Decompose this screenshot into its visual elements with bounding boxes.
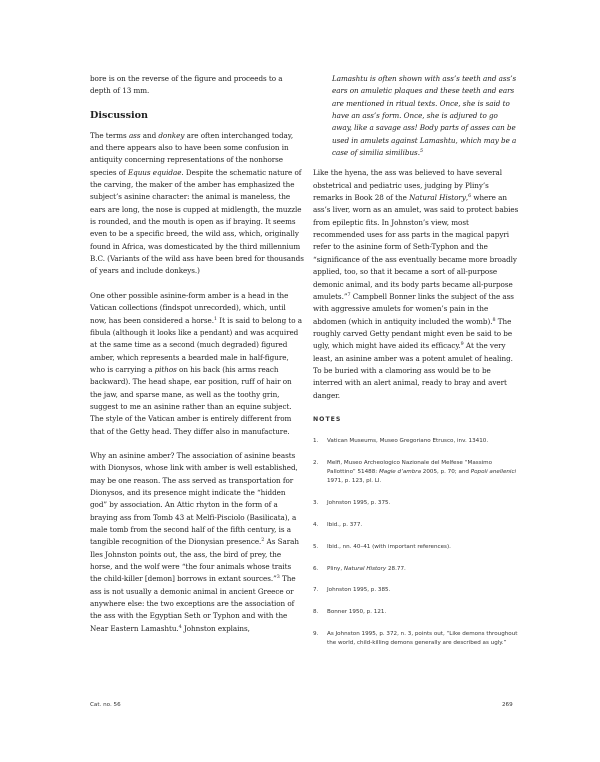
note-ref-2[interactable]: 2 — [261, 538, 265, 544]
note-ref-6[interactable]: 6 — [468, 194, 472, 200]
notes-list — [313, 437, 519, 649]
discussion-paragraph-2: One other possible asinine-form amber is a head in the Vatican collections (findspot unrecorded), which, until now, has been considered a horse.$^1$ It is said to belong to a fibula (although it looks like a pendant) and was acquired at the same time as a second (much degraded) figured amber, which represents a bearded male in half-figure, who is carrying a pithos on his back (his arms reach backward). The head shape, ear position, ruff of hair on the jaw, and sparse mane, as well as the toothy grin, suggest to me an asinine rather than an equine subject. The style of the Vatican amber is entirely different from that of the Getty head. They differ also in manufacture. — [90, 290, 302, 436]
discussion-paragraph-4: Like the hyena, the ass was believed to have several obstetrical and pediatric uses, judging by Pliny’s remarks in Book 28 of the Natural History,$^6$ where an ass’s liver, worn as an amulet, was said to protect babies from epileptic fits. In Johnston’s view, most recommended uses for ass parts in the magical papyri refer to the asinine form of Seth-Typhon and the “significance of the ass eventually became more broadly applied, too, so that it became a sort of all-purpose demonic animal, and its body parts became all-purpose amulets.”$^7$ Campbell Bonner links the subject of the ass with aggressive amulets for women’s pain in the abdomen (which in antiquity included the womb).$^8$ The roughly carved Getty pendant might even be said to be ugly, which might have aided its efficacy.$^9$ At the very least, an asinine amber was a potent amulet of healing. To be buried with a clamoring ass would be to be interred with an alert animal, ready to bray and avert danger. — [313, 168, 519, 400]
note-ref-7[interactable]: 7 — [347, 292, 351, 298]
note-item-1: 1. Vatican Museums, Museo Gregoriano Etrusco, inv. 13410. — [313, 437, 489, 444]
note-item-6: 6. Pliny, Natural History 28.77. — [313, 565, 406, 572]
footer-catalog-number: Cat. no. 56 — [90, 702, 121, 708]
note-ref-4[interactable]: 4 — [178, 624, 182, 630]
note-item-4: 4. Ibid., p. 377. — [313, 521, 363, 528]
note-ref-5[interactable]: 5 — [419, 149, 423, 155]
discussion-paragraph-3: Why an asinine amber? The association of asinine beasts with Dionysos, whose link with amber is well established, may be one reason. The ass served as transportation for Dionysos, and its presence might indicate the “hidden god” by association. An Attic rhyton in the form of a braying ass from Tomb 43 at Melfi-Pisciolo (Basilicata), a male tomb from the second half of the fifth century, is a tangible recognition of the Dionysian presence.$^2$ As Sarah Iles Johnston points out, the ass, the bird of prey, the horse, and the wolf were “the four animals whose traits the child-killer [demon] borrows in extant sources.”$^3$ The ass is not usually a demonic animal in ancient Greece or anywhere else: the two exceptions are the association of the ass with the Egyptian Seth or Typhon and with the Near Eastern Lamashtu.$^4$ Johnston explains, — [90, 450, 299, 633]
note-item-7: 7. Johnston 1995, p. 385. — [313, 587, 391, 594]
note-item-3: 3. Johnston 1995, p. 375. — [313, 500, 391, 507]
discussion-paragraph-1: The terms ass and donkey are often interchanged today, and there appears also to have been some confusion in antiquity concerning representations of the nonhorse species of Equus equidae. Despite the schematic nature of the carving, the maker of the amber has emphasized the subject’s asinine character: the animal is maneless, the ears are long, the nose is cupped at midlength, the muzzle is rounded, and the mouth is open as if braying. It seems even to be a specific breed, the wild ass, which, originally found in Africa, was domesticated by the third millennium B.C. (Variants of the wild ass have been bred for thousands of years and include donkeys.) — [90, 130, 304, 276]
note-ref-3[interactable]: 3 — [276, 575, 280, 581]
note-ref-8[interactable]: 8 — [492, 317, 496, 323]
right-column — [313, 73, 519, 661]
block-quote: Lamashtu is often shown with ass’s teeth and ass’s ears on amuletic plaques and these teeth and ears are mentioned in ritual texts. Once, she is said to have an ass’s form. Once, she is adjured to go away, like a savage ass! Body parts of asses can be used in amulets against Lamashtu, which may be a case of similia similibus.$^5$ — [332, 74, 517, 158]
intro-paragraph: bore is on the reverse of the figure and proceeds to a depth of 13 mm. — [90, 74, 283, 96]
notes-heading: NOTES — [313, 415, 342, 423]
note-item-9: 9. As Johnston 1995, p. 372, n. 3, points out, “Like demons throughout the world, child-killing demons generally are described as ugly.” — [313, 630, 518, 647]
note-item-8: 8. Bonner 1950, p. 121. — [313, 609, 387, 616]
section-heading-discussion: Discussion — [90, 109, 149, 121]
note-ref-1[interactable]: 1 — [214, 316, 218, 322]
page-number: 269 — [502, 702, 513, 708]
note-item-2: 2. Melfi, Museo Archeologico Nazionale del Melfese “Massimo Pallottino” 51488: Magie d’ambra 2005, p. 70; and Popoli anellenici 1971, p. 123, pl. LI. — [313, 459, 517, 485]
left-column — [90, 73, 304, 648]
note-ref-9[interactable]: 9 — [460, 342, 464, 348]
note-item-5: 5. Ibid., nn. 40–41 (with important references). — [313, 543, 451, 550]
